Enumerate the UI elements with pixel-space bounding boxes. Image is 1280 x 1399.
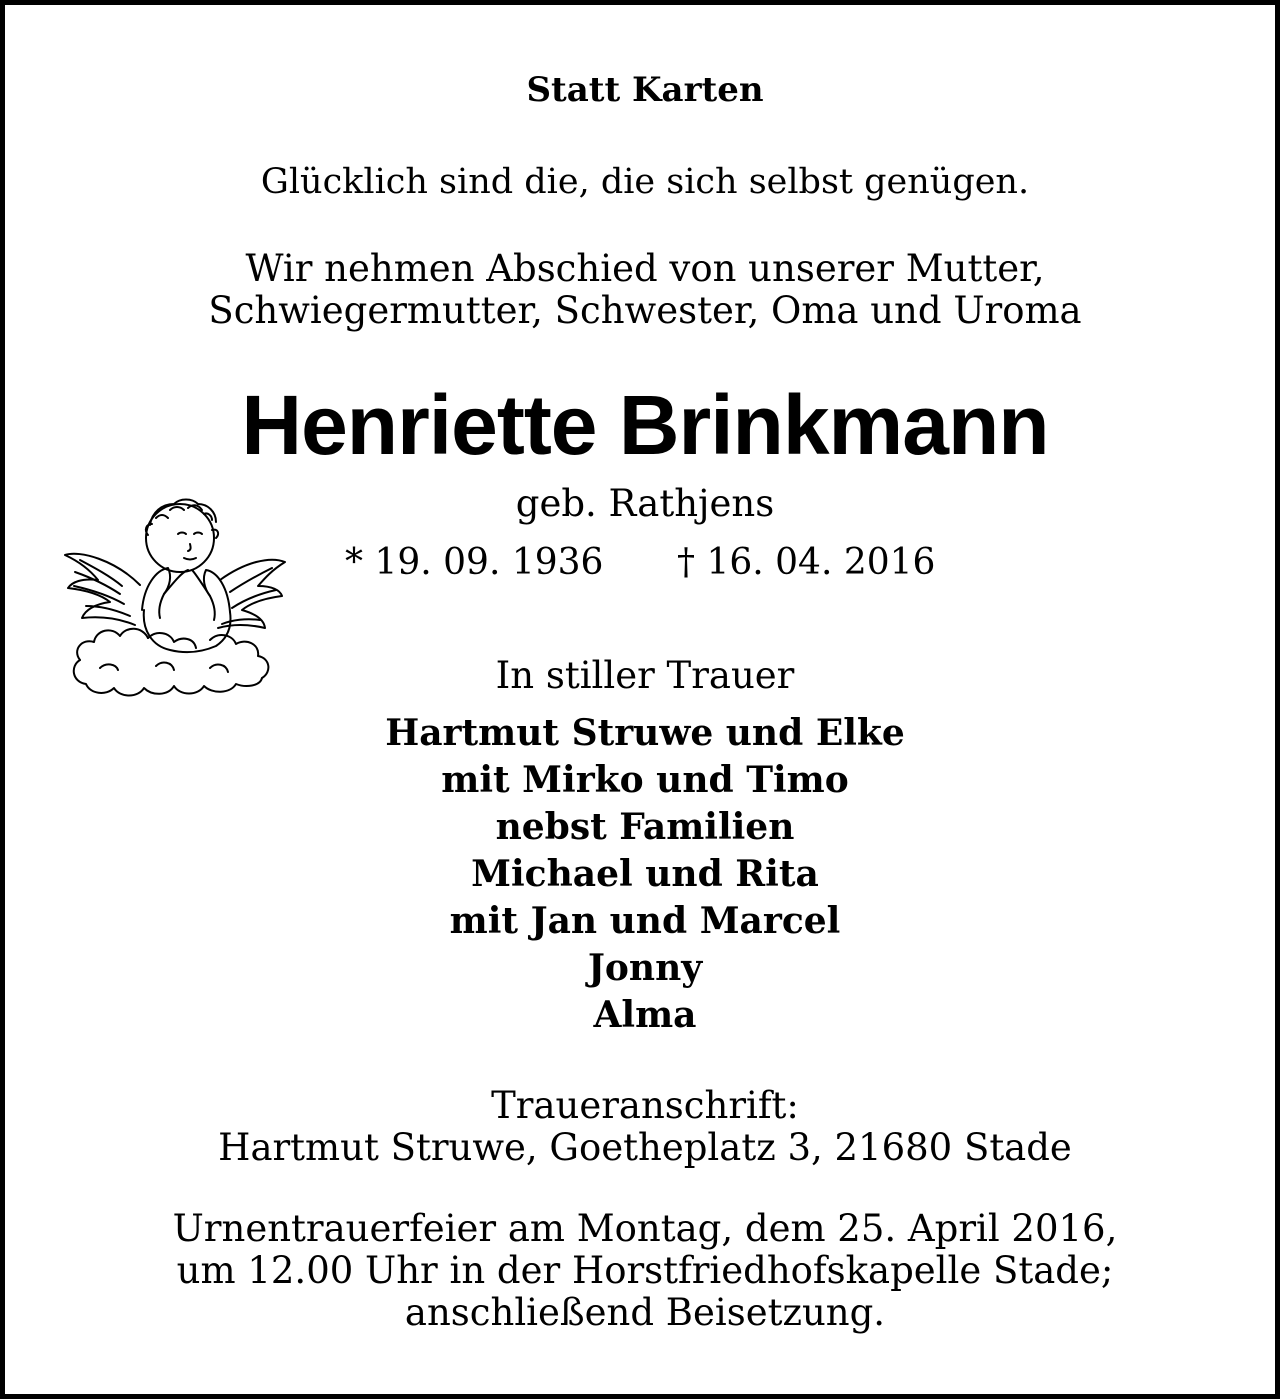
birth-date: * 19. 09. 1936 bbox=[345, 542, 604, 583]
address-value: Hartmut Struwe, Goetheplatz 3, 21680 Stade bbox=[218, 1126, 1072, 1169]
mourning-heading: In stiller Trauer bbox=[495, 654, 795, 697]
mourner-line-2: mit Mirko und Timo bbox=[441, 759, 849, 801]
mourner-line-5: mit Jan und Marcel bbox=[449, 900, 841, 942]
mourner-line-3: nebst Familien bbox=[495, 806, 795, 848]
mourner-line-6: Jonny bbox=[587, 947, 703, 989]
maiden-name: geb. Rathjens bbox=[515, 482, 775, 525]
motto-text: Glücklich sind die, die sich selbst genügen. bbox=[260, 162, 1030, 202]
mourner-line-7: Alma bbox=[593, 994, 697, 1036]
intro-line-2: Schwiegermutter, Schwester, Oma und Uroma bbox=[208, 289, 1082, 332]
intro-line-1: Wir nehmen Abschied von unserer Mutter, bbox=[245, 247, 1045, 290]
statt-karten-heading: Statt Karten bbox=[526, 70, 764, 110]
mourner-line-4: Michael und Rita bbox=[471, 853, 819, 895]
address-label: Traueranschrift: bbox=[491, 1084, 799, 1127]
ceremony-line-3: anschließend Beisetzung. bbox=[404, 1291, 886, 1334]
ceremony-line-1: Urnentrauerfeier am Montag, dem 25. April 2016, bbox=[172, 1207, 1118, 1250]
mourner-line-1: Hartmut Struwe und Elke bbox=[385, 712, 905, 754]
deceased-name: Henriette Brinkmann bbox=[241, 378, 1049, 472]
ceremony-line-2: um 12.00 Uhr in der Horstfriedhofskapelle Stade; bbox=[176, 1249, 1114, 1292]
death-date: † 16. 04. 2016 bbox=[677, 542, 936, 583]
